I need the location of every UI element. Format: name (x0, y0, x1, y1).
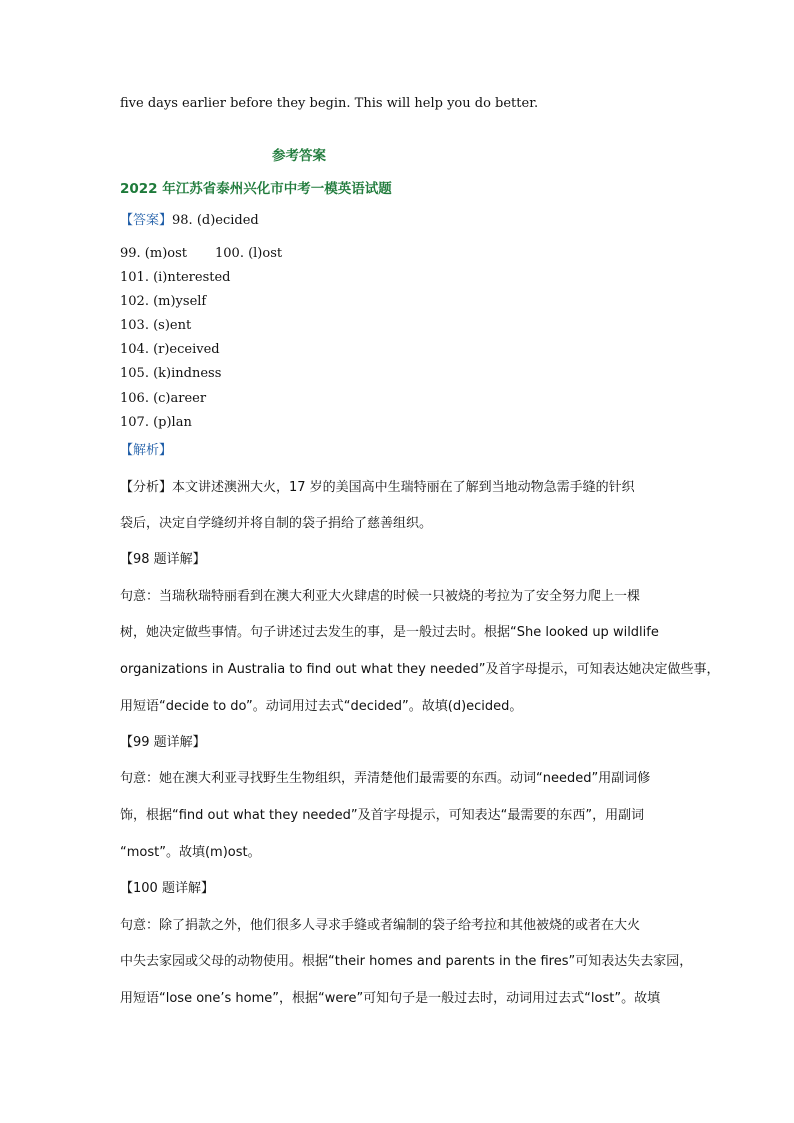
q98-line-4: 用短语“decide to do”。动词用过去式“decided”。故填(d)ecided。 (120, 699, 523, 714)
reference-answers-title: 参考答案 (272, 148, 326, 164)
answer-99: 99. (m)ost (120, 246, 187, 261)
intro-line: five days earlier before they begin. This will help you do better. (120, 96, 539, 111)
answer-107: 107. (p)lan (120, 415, 192, 430)
answer-first-line (120, 213, 259, 229)
q99-line-1: 句意：她在澳大利亚寻找野生生物组织，弄清楚他们最需要的东西。动词“needed”用副词修 (120, 771, 651, 786)
answer-103: 103. (s)ent (120, 318, 192, 333)
q100-line-2: 中失去家园或父母的动物使用。根据“their homes and parents in the fires”可知表达失去家园， (120, 954, 693, 969)
answer-106: 106. (c)areer (120, 391, 207, 406)
q98-line-1: 句意：当瑞秋瑞特丽看到在澳大利亚大火肆虐的时候一只被烧的考拉为了安全努力爬上一棵 (120, 589, 641, 604)
answer-101: 101. (i)nterested (120, 270, 231, 285)
answer-100: 100. (l)ost (215, 246, 283, 261)
answer-104: 104. (r)eceived (120, 342, 220, 357)
exam-title: 2022 年江苏省泰州兴化市中考一模英语试题 (120, 181, 392, 197)
q99-line-2: 饰，根据“find out what they needed”及首字母提示，可知表达“最需要的东西”，用副词 (120, 808, 645, 823)
answer-105: 105. (k)indness (120, 366, 222, 381)
analysis-line-2: 袋后，决定自学缝纫并将自制的袋子捐给了慈善组织。 (120, 516, 433, 531)
q98-heading: 【98 题详解】 (120, 552, 206, 567)
q99-heading: 【99 题详解】 (120, 735, 206, 750)
analysis-line-1: 【分析】本文讲述澳洲大火，17 岁的美国高中生瑞特丽在了解到当地动物急需手缝的针织 (120, 480, 635, 495)
q98-line-3: organizations in Australia to find out what they needed”及首字母提示，可知表达她决定做些事， (120, 662, 720, 677)
q100-heading: 【100 题详解】 (120, 881, 214, 896)
q100-line-3: 用短语“lose one’s home”，根据“were”可知句子是一般过去时，动词用过去式“lost”。故填 (120, 991, 661, 1006)
analysis-tag: 【解析】 (120, 443, 173, 458)
q98-line-2: 树，她决定做些事情。句子讲述过去发生的事，是一般过去时。根据“She looked up wildlife (120, 625, 659, 640)
answer-102: 102. (m)yself (120, 294, 207, 309)
answer-tag: 【答案】 (120, 213, 173, 228)
q100-line-1: 句意：除了捐款之外，他们很多人寻求手缝或者编制的袋子给考拉和其他被烧的或者在大火 (120, 918, 641, 933)
q99-line-3: “most”。故填(m)ost。 (120, 845, 261, 860)
answer-98: 98. (d)ecided (172, 213, 259, 228)
answer-line-99-100 (120, 246, 282, 262)
